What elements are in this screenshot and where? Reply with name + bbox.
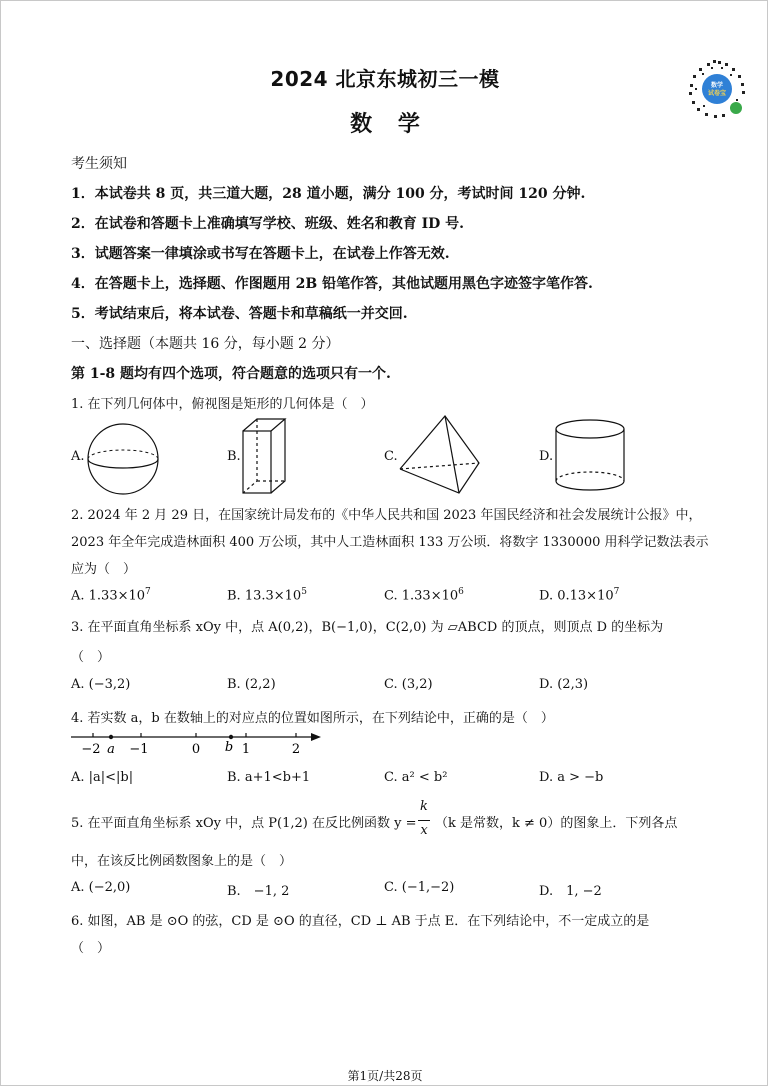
q2-line-2: 2023 年全年完成造林面积 400 万公顷，其中人工造林面积 133 万公顷．将数字 1330000 用科学记数法表示 — [71, 535, 709, 550]
q1-label-c: C. — [384, 449, 398, 464]
q4-option-d: D. a > −b — [539, 770, 604, 785]
qr-label-2: 试卷宝 — [707, 90, 727, 97]
q5-frac-num: k — [420, 799, 428, 814]
q2-option-d: D. $0.13\times 10^7$ — [539, 587, 620, 604]
sphere-figure — [85, 421, 161, 497]
q3-option-d: D. (2,3) — [539, 677, 589, 692]
qr-code — [687, 59, 747, 119]
q3-option-b: B. (2,2) — [227, 677, 276, 692]
q6-line-2: （ ） — [71, 941, 111, 956]
tick-label-neg1: −1 — [129, 742, 149, 757]
q4-option-b: B. a+1<b+1 — [227, 770, 311, 785]
qr-label-1: 数学 — [710, 82, 724, 89]
tetrahedron-figure — [397, 413, 483, 497]
point-b-label: b — [224, 740, 234, 755]
q1-stem: 1. 在下列几何体中，俯视图是矩形的几何体是（ ） — [71, 397, 374, 412]
q2-option-a: A. $1.33\times 10^7$ — [71, 587, 151, 604]
tick-label-2: 2 — [291, 742, 301, 757]
notice-item-3: 3．试题答案一律填涂或书写在答题卡上，在试卷上作答无效. — [71, 246, 450, 262]
q3-line-2: （ ） — [71, 650, 111, 665]
notice-item-4: 4．在答题卡上，选择题、作图题用 2B 铅笔作答，其他试题用黑色字迹签字笔作答. — [71, 276, 593, 292]
q5-line-2: 中，在该反比例函数图象上的是（ ） — [71, 854, 293, 869]
q5-line-1b: （k 是常数，k ≠ 0）的图象上．下列各点 — [435, 816, 678, 831]
section-instruction: 第 1-8 题均有四个选项，符合题意的选项只有一个. — [71, 366, 391, 382]
q3-option-c: C. (3,2) — [384, 677, 433, 692]
page-footer: 第1页/共28页 — [347, 1069, 423, 1083]
point-a-label: a — [107, 742, 115, 757]
tick-label-neg2: −2 — [81, 742, 101, 757]
number-line — [71, 729, 327, 759]
q4-stem: 4. 若实数 a，b 在数轴上的对应点的位置如图所示，在下列结论中，正确的是（ ） — [71, 711, 554, 726]
notice-item-2: 2．在试卷和答题卡上准确填写学校、班级、姓名和教育 ID 号. — [71, 216, 465, 232]
section-title: 一、选择题（本题共 16 分，每小题 2 分） — [71, 336, 340, 352]
q5-frac-den: x — [420, 823, 428, 838]
cylinder-figure — [553, 417, 629, 497]
subject-title: 数 学 — [350, 112, 420, 137]
q3-line-1: 3. 在平面直角坐标系 xOy 中，点 A(0,2)，B(−1,0)，C(2,0) 为 ▱ABCD 的顶点，则顶点 D 的坐标为 — [71, 620, 664, 635]
q5-option-c: C. (−1,−2) — [384, 880, 455, 895]
q1-label-d: D. — [539, 449, 554, 464]
q2-line-3: 应为（ ） — [71, 562, 137, 577]
q1-label-a: A. — [71, 449, 85, 464]
q2-option-b: B. $13.3\times 10^5$ — [227, 587, 307, 604]
q5-frac-bar — [418, 820, 430, 821]
q4-option-a: A. |a|<|b| — [71, 770, 134, 785]
q3-option-a: A. (−3,2) — [71, 677, 131, 692]
q4-option-c: C. a² < b² — [384, 770, 448, 785]
q5-option-a: A. (−2,0) — [71, 880, 131, 895]
q5-option-d: D. 1, −2 — [539, 884, 602, 899]
notice-item-5: 5．考试结束后，将本试卷、答题卡和草稿纸一并交回. — [71, 306, 408, 322]
q2-option-c: C. $1.33\times 10^6$ — [384, 587, 464, 604]
q2-line-1: 2. 2024 年 2 月 29 日，在国家统计局发布的《中华人民共和国 2023 年国民经济和社会发展统计公报》中， — [71, 508, 702, 523]
q1-label-b: B. — [227, 449, 241, 464]
notice-heading: 考生须知 — [71, 156, 127, 172]
q5-line-1a: 5. 在平面直角坐标系 xOy 中，点 P(1,2) 在反比例函数 y = — [71, 816, 417, 831]
tick-label-1: 1 — [241, 742, 251, 757]
tick-label-0: 0 — [191, 742, 201, 757]
q6-line-1: 6. 如图，AB 是 ⊙O 的弦，CD 是 ⊙O 的直径，CD ⊥ AB 于点 E．在下列结论中，不一定成立的是 — [71, 914, 650, 929]
prism-figure — [241, 417, 291, 497]
exam-title: 2024 北京东城初三一模 — [270, 67, 500, 91]
q5-option-b: B. −1, 2 — [227, 884, 290, 899]
notice-item-1: 1．本试卷共 8 页，共三道大题，28 道小题，满分 100 分，考试时间 120 分钟. — [71, 186, 586, 202]
